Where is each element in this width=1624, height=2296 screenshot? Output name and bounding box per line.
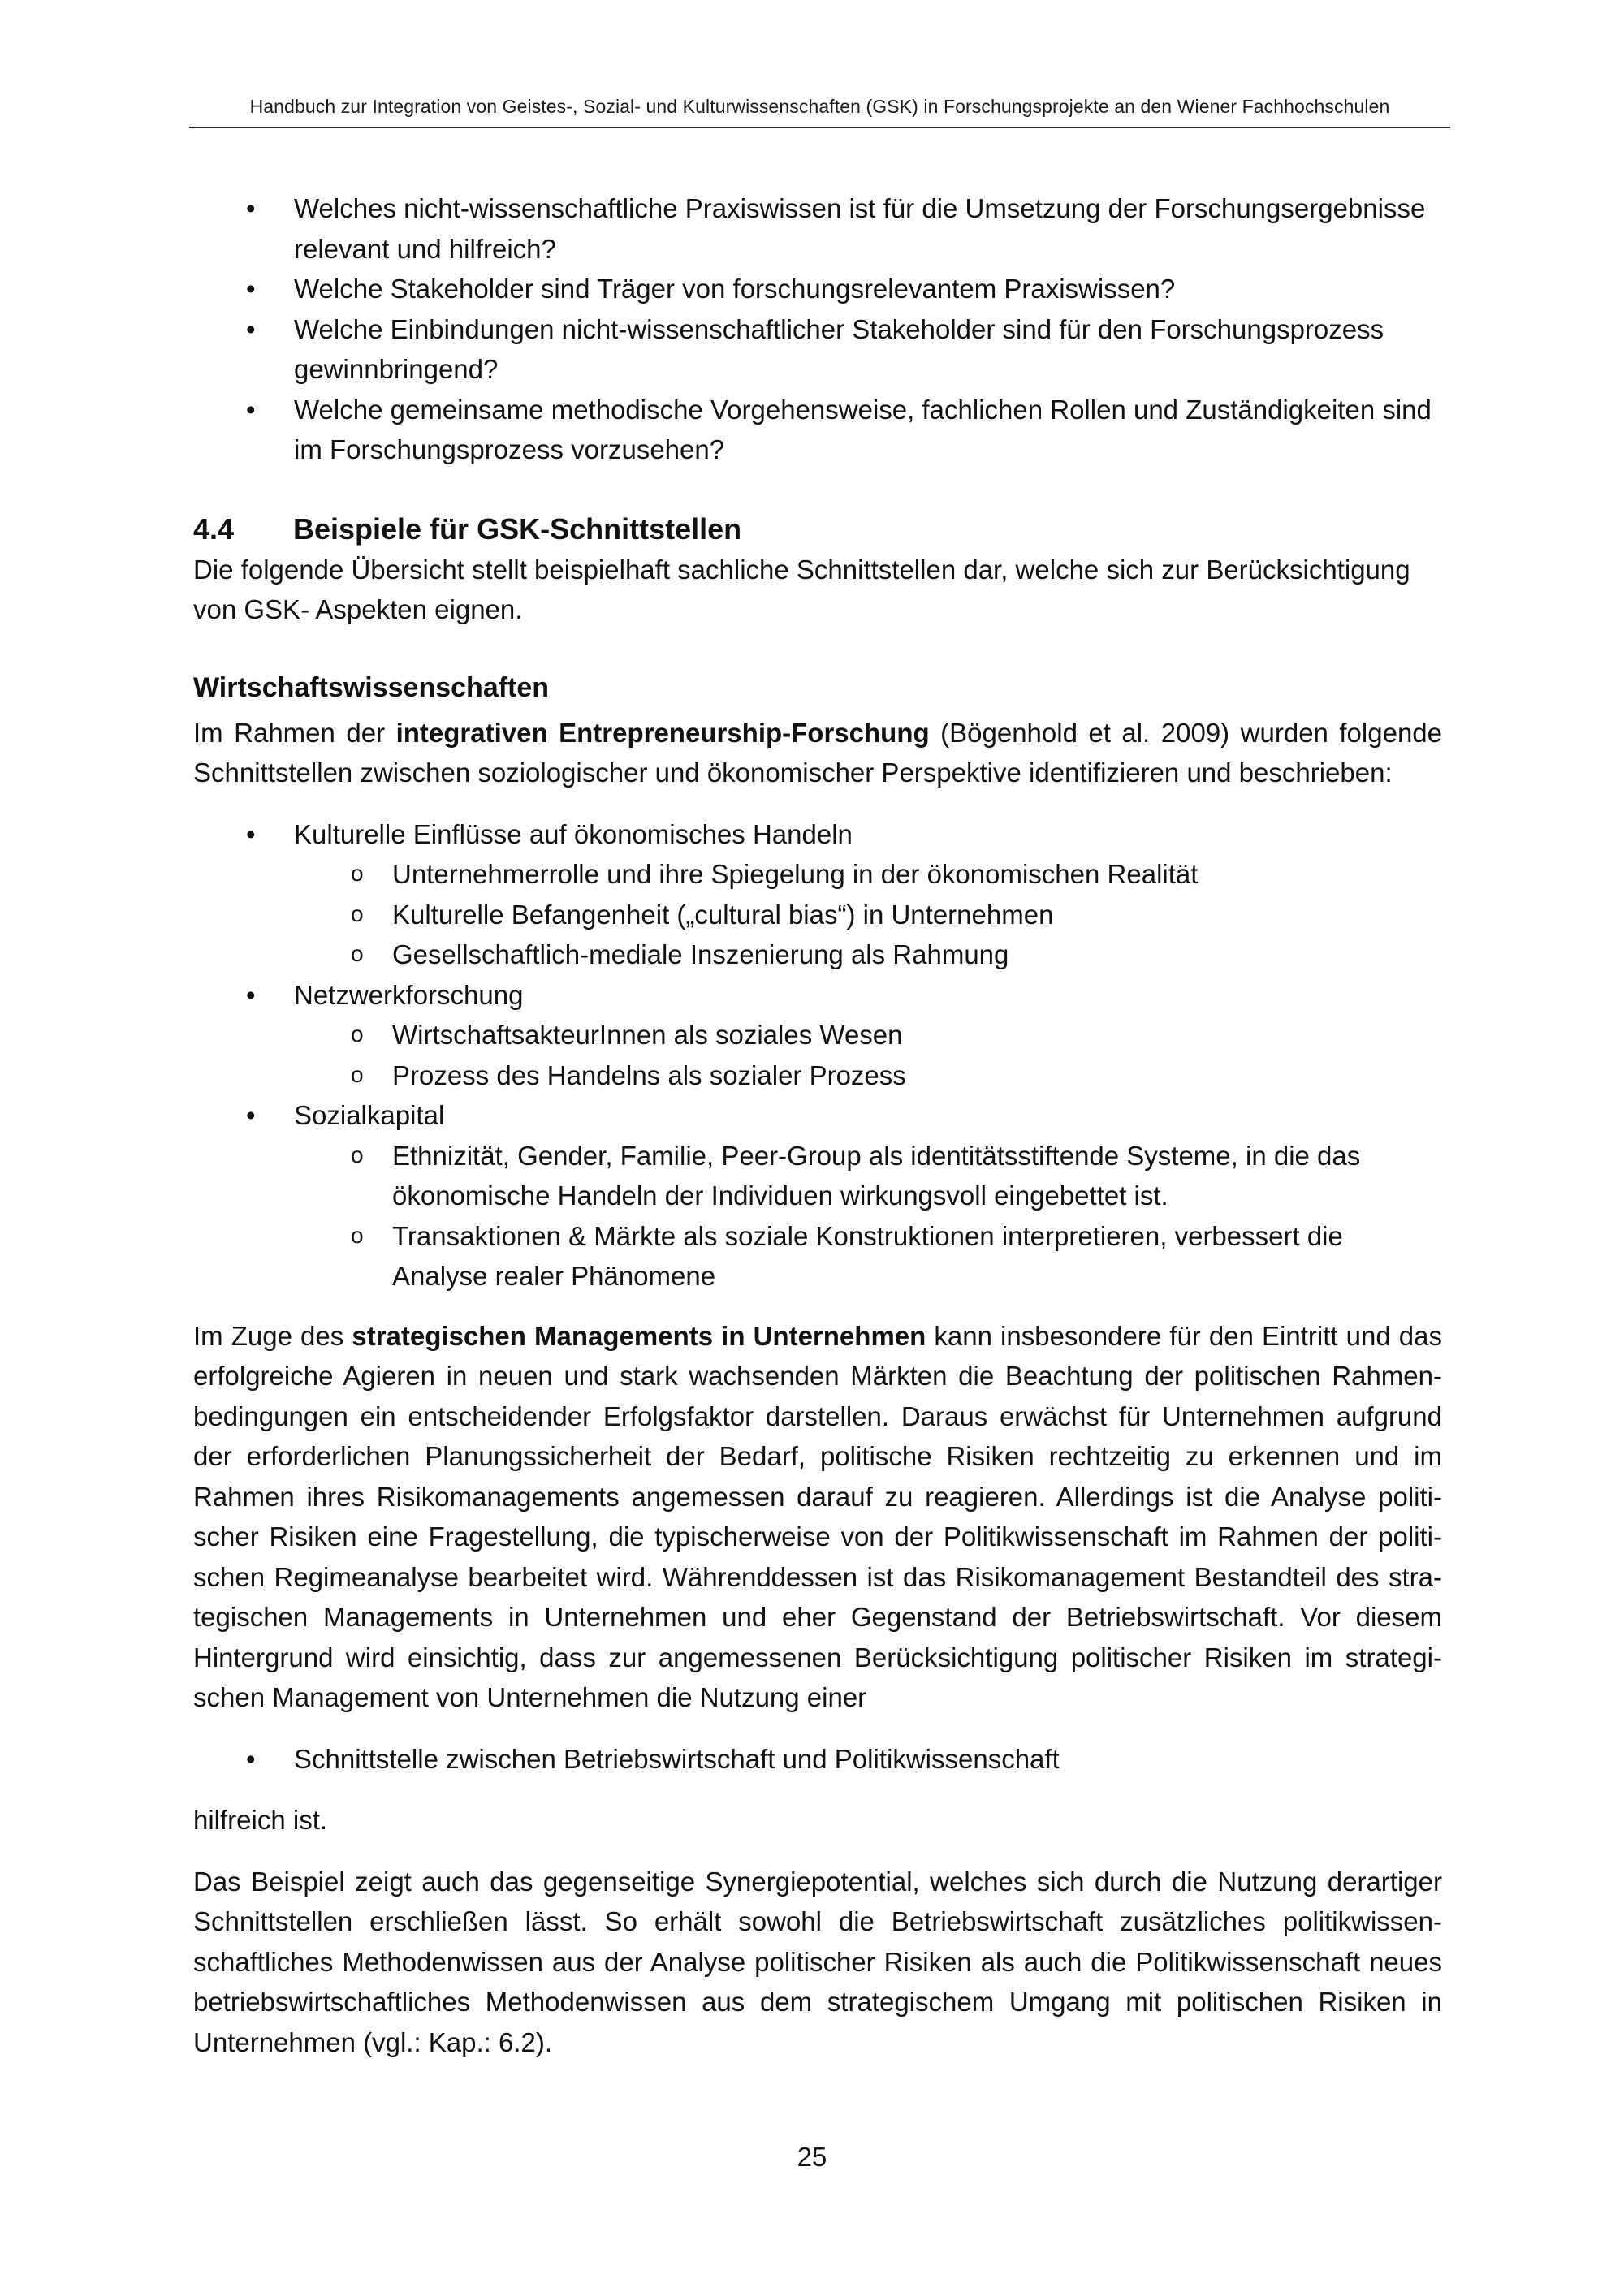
topic-item: • Netzwerkforschung o WirtschaftsakteurInnen als soziales Wesen o Prozess des Handelns als sozialer Prozess bbox=[193, 975, 1442, 1096]
subtopic-item: o Transaktionen & Märkte als soziale Konstruktionen interpretieren, verbessert die Analyse realer Phänomene bbox=[294, 1216, 1442, 1297]
question-item: • Welche Stakeholder sind Träger von forschungsrelevantem Praxiswissen? bbox=[193, 269, 1442, 309]
page-number: 25 bbox=[797, 2142, 827, 2172]
bold-term: strategischen Managements in Unternehmen bbox=[352, 1320, 926, 1351]
subtopic-list bbox=[294, 854, 1442, 975]
interface-list bbox=[193, 1739, 1442, 1780]
question-item: • Welche Einbindungen nicht-wissenschaftlicher Stakeholder sind für den Forschungsprozess gewinnbringend? bbox=[193, 309, 1442, 390]
subtopic-item: o Unternehmerrolle und ihre Spiegelung in der ökonomischen Realität bbox=[294, 854, 1442, 895]
page-content bbox=[193, 188, 1442, 2062]
header-rule bbox=[189, 127, 1450, 128]
subtopic-item: o Kulturelle Befangenheit („cultural bias“) in Unternehmen bbox=[294, 895, 1442, 935]
subtopic-list bbox=[294, 1015, 1442, 1095]
section-intro: Die folgende Übersicht stellt beispielhaft sachliche Schnittstellen dar, welche sich zur Berücksichtigung von GSK- Aspekten eignen. bbox=[193, 554, 1410, 624]
section-title: Beispiele für GSK-Schnittstellen bbox=[293, 511, 742, 546]
subtopic-list bbox=[294, 1136, 1442, 1297]
subsection-heading: Wirtschaftswissenschaften bbox=[193, 671, 550, 703]
section-number: 4.4 bbox=[193, 511, 235, 546]
subtopic-item: o Prozess des Handelns als sozialer Prozess bbox=[294, 1055, 1442, 1096]
subtopic-item: o Gesellschaftlich-mediale Inszenierung als Rahmung bbox=[294, 934, 1442, 975]
question-list bbox=[193, 188, 1442, 470]
topic-item: • Kulturelle Einflüsse auf ökonomisches Handeln o Unternehmerrolle und ihre Spiegelung in der ökonomischen Realität o Kulturelle Befangenheit („cultural bias“) in Unternehmen o Gesellschaftlich-mediale Inszenierung als Rahmung bbox=[193, 814, 1442, 975]
subtopic-item: o Ethnizität, Gender, Familie, Peer-Group als identitätsstiftende Systeme, in die das ökonomische Handeln der Individuen wirkungsvoll eingebettet ist. bbox=[294, 1136, 1442, 1216]
question-item: • Welche gemeinsame methodische Vorgehensweise, fachlichen Rollen und Zuständigkeiten sind im Forschungsprozess vorzusehen? bbox=[193, 390, 1442, 470]
strategic-management-paragraph: Im Zuge des strategischen Managements in Unternehmen kann insbesondere für den Eintritt und das erfolgreiche Agieren in neuen und stark wachsenden Märkten die Beachtung der politischen Rahmenbedingungen ein entscheidender Erfolgsfaktor darstellen. Daraus erwächst für Unternehmen aufgrund der erforderlichen Planungssicherheit der Bedarf, politische Risiken rechtzeitig zu erkennen und im Rahmen ihres Risikomanagements angemessen darauf zu reagieren. Allerdings ist die Analyse politischer Risiken eine Fragestellung, die typischerweise von der Politikwissenschaft im Rahmen der politischen Regimeanalyse bearbeitet wird. Währenddessen ist das Risikomanagement Bestandteil des strategischen Managements in Unternehmen und eher Gegenstand der Betriebswirtschaft. Vor diesem Hintergrund wird einsichtig, dass zur angemessenen Berücksichtigung politischer Risiken im strategischen Management von Unternehmen die Nutzung einer bbox=[193, 1320, 1442, 1712]
running-header: Handbuch zur Integration von Geistes-, Sozial- und Kulturwissenschaften (GSK) in Forschungsprojekte an den Wiener Fachhochschulen bbox=[249, 96, 1390, 117]
topic-list bbox=[193, 814, 1442, 1297]
bold-term: integrativen Entrepreneurship-Forschung bbox=[395, 717, 930, 748]
interface-item: • Schnittstelle zwischen Betriebswirtschaft und Politikwissenschaft bbox=[193, 1739, 1442, 1780]
entrepreneurship-paragraph: Im Rahmen der integrativen Entrepreneurship-Forschung (Bögenhold et al. 2009) wurden folgende Schnittstellen zwischen soziologischer und ökonomischer Perspektive identifizieren und beschrieben: bbox=[193, 717, 1443, 788]
topic-item: • Sozialkapital o Ethnizität, Gender, Familie, Peer-Group als identitätsstiftende Systeme, in die das ökonomische Handeln der Individuen wirkungsvoll eingebettet ist. o Transaktionen & Märkte als soziale Konstruktionen interpretieren, verbessert die Analyse realer Phänomene bbox=[193, 1095, 1442, 1297]
synergy-paragraph: Das Beispiel zeigt auch das gegenseitige Synergiepotential, welches sich durch die Nutzung derartiger Schnittstellen erschließen lässt. So erhält sowohl die Betriebswirtschaft zusätzliches politikwissenschaftliches Methodenwissen aus der Analyse politischer Risiken als auch die Politikwissenschaft neues betriebswirtschaftliches Methodenwissen aus dem strategischem Umgang mit politischen Risiken in Unternehmen (vgl.: Kap.: 6.2). bbox=[193, 1866, 1442, 2057]
helpful-paragraph: hilfreich ist. bbox=[193, 1805, 328, 1835]
section-heading bbox=[193, 509, 1442, 550]
subtopic-item: o WirtschaftsakteurInnen als soziales Wesen bbox=[294, 1015, 1442, 1055]
question-item: • Welches nicht-wissenschaftliche Praxiswissen ist für die Umsetzung der Forschungsergebnisse relevant und hilfreich? bbox=[193, 188, 1442, 269]
